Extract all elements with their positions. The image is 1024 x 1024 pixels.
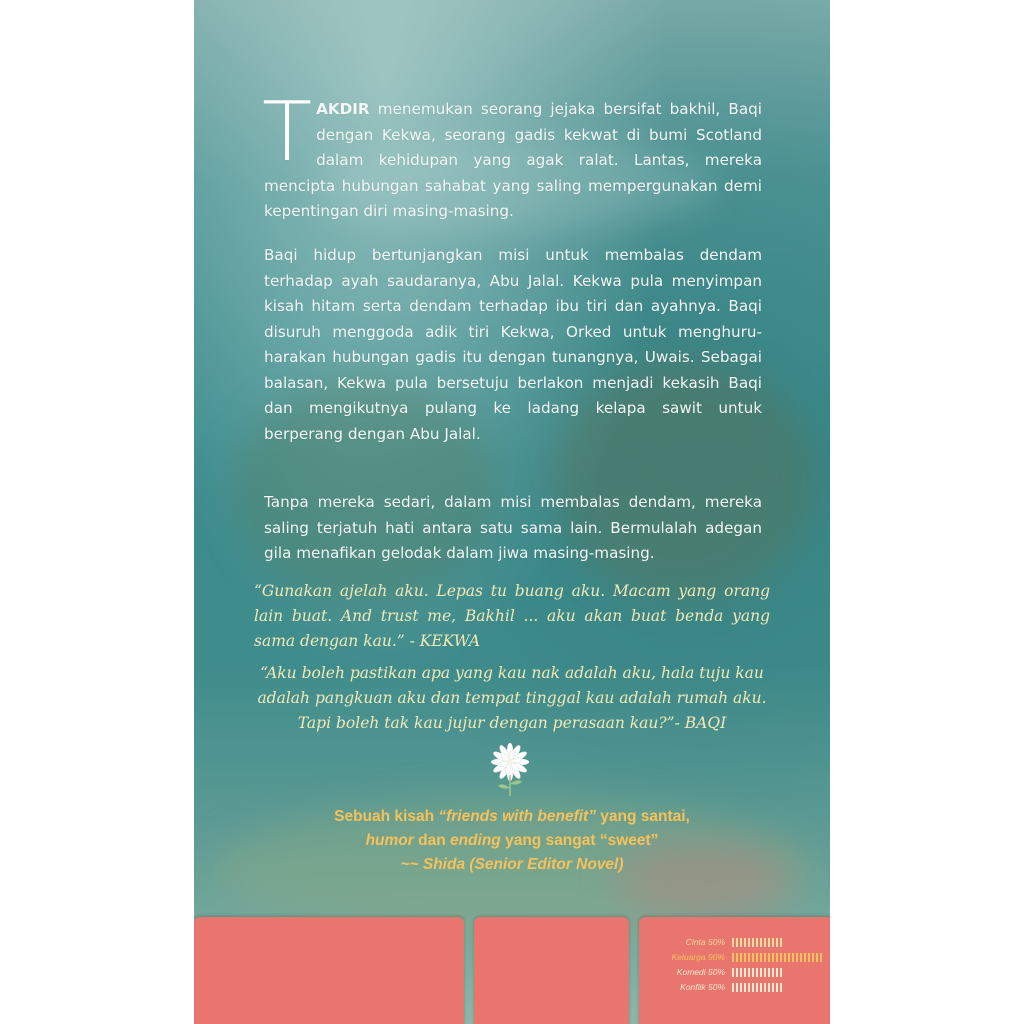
rating-bar-fill — [732, 968, 782, 977]
rating-row — [639, 966, 830, 980]
text: ending — [449, 832, 501, 849]
quote-kekwa: “Gunakan ajelah aku. Lepas tu buang aku. Macam yang orang lain buat. And trust me, Bakhil ... aku akan buat benda yang sama dengan kau.” - KEKWA — [254, 582, 770, 650]
chrysanthemum-flower-icon — [490, 742, 530, 798]
rating-bar — [732, 968, 830, 977]
text: yang santai, — [595, 808, 690, 825]
rating-bar — [732, 983, 830, 992]
drop-cap: T — [262, 85, 313, 180]
rating-bar-fill — [732, 938, 782, 947]
book-back-cover — [194, 0, 830, 1024]
editor-endorsement — [254, 805, 770, 877]
rating-label: Keluarga 90% — [671, 952, 725, 962]
text: yang sangat “sweet” — [500, 832, 659, 849]
endorsement-author: ~~ Shida (Senior Editor Novel) — [400, 856, 624, 873]
rating-label: Konflik 50% — [680, 982, 725, 992]
quote-baqi: “Aku boleh pastikan apa yang kau nak adalah aku, hala tuju kau adalah pangkuan aku dan tempat tinggal kau adalah rumah aku. Tapi boleh tak kau jujur dengan perasaan kau?”- BAQI — [257, 664, 767, 732]
rating-row — [639, 936, 830, 950]
endorsement-line-2 — [254, 829, 770, 853]
rating-row — [639, 981, 830, 995]
rating-label: Cinta 50% — [685, 937, 725, 947]
rating-panel — [639, 917, 830, 1024]
rating-row — [639, 951, 830, 965]
paragraph-text: menemukan seorang jejaka bersifat bakhil, Baqi dengan Kekwa, seorang gadis kekwat di bumi Scotland dalam kehidupan yang agak ralat. Lantas, mereka mencipta hubungan sahabat yang saling mempergunakan demi kepentingan diri masing-masing. — [264, 100, 762, 220]
synopsis-paragraph-3: Tanpa mereka sedari, dalam misi membalas dendam, mereka saling terjatuh hati antara satu sama lain. Bermulalah adegan gila menafikan gelodak dalam jiwa masing-masing. — [264, 493, 762, 562]
info-panel-middle — [474, 917, 629, 1024]
synopsis-paragraph-2: Baqi hidup bertunjangkan misi untuk membalas dendam terhadap ayah saudaranya, Abu Jalal. Kekwa pula menyimpan kisah hitam serta dendam terhadap ibu tiri dan ayahnya. Baqi disuruh menggoda adik tiri Kekwa, Orked untuk menghuru-harakan hubungan gadis itu dengan tunangnya, Uwais. Sebagai balasan, Kekwa pula bersetuju berlakon menjadi kekasih Baqi dan mengikutnya pulang ke ladang kelapa sawit untuk berperang dengan Abu Jalal. — [264, 246, 762, 443]
lead-word: AKDIR — [316, 100, 370, 118]
endorsement-line-1 — [254, 805, 770, 829]
rating-bar — [732, 938, 830, 947]
text: humor — [365, 832, 414, 849]
rating-label: Komedi 50% — [676, 967, 725, 977]
rating-bar — [732, 953, 830, 962]
rating-bar-fill — [732, 983, 782, 992]
text: dan — [413, 832, 450, 849]
rating-bar-fill — [732, 953, 822, 962]
synopsis-paragraph-1 — [262, 85, 762, 225]
text: Sebuah kisah — [334, 808, 439, 825]
info-panel-left — [194, 917, 464, 1024]
text: “friends with benefit” — [438, 808, 596, 825]
